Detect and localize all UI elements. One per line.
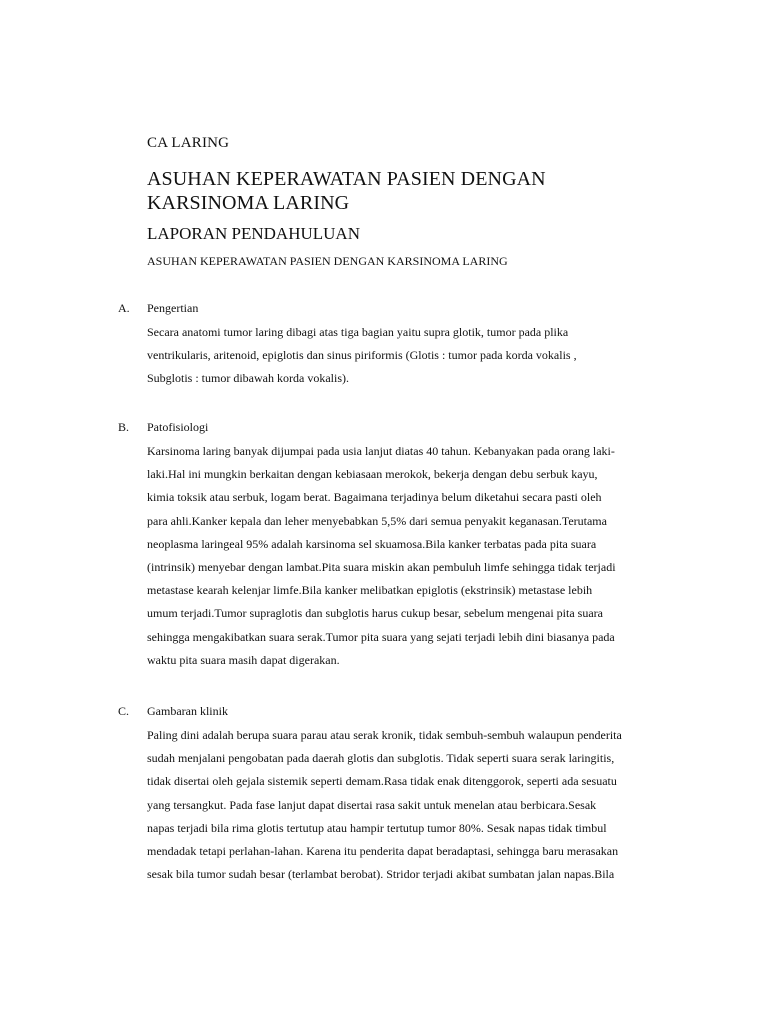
document-title	[147, 167, 707, 215]
paragraph-line: laki.Hal ini mungkin berkaitan dengan kebiasaan merokok, bekerja dengan debu serbuk kayu,	[147, 467, 598, 482]
paragraph-line: (intrinsik) menyebar dengan lambat.Pita suara miskin akan pembuluh limfe sehingga tidak terjadi	[147, 560, 616, 575]
section-body	[147, 440, 732, 672]
section-letter: B.	[118, 420, 130, 434]
paragraph-line: Karsinoma laring banyak dijumpai pada usia lanjut diatas 40 tahun. Kebanyakan pada orang laki-	[147, 444, 615, 458]
section-heading: Patofisiologi	[147, 420, 209, 434]
paragraph-line: waktu pita suara masih dapat digerakan.	[147, 652, 340, 667]
paragraph-line: sesak bila tumor sudah besar (terlambat berobat). Stridor terjadi akibat sumbatan jalan napas.Bila	[147, 867, 615, 882]
paragraph-line: Paling dini adalah berupa suara parau atau serak kronik, tidak sembuh-sembuh walaupun penderita	[147, 728, 622, 742]
title-line: KARSINOMA LARING	[147, 192, 350, 214]
paragraph-line: neoplasma laringeal 95% adalah karsinoma sel skuamosa.Bila kanker terbatas pada pita suara	[147, 536, 597, 551]
paragraph-line: umum terjadi.Tumor supraglotis dan subglotis harus cukup besar, sebelum mengenai pita suara	[147, 606, 603, 621]
title-line: ASUHAN KEPERAWATAN PASIEN DENGAN	[147, 168, 546, 190]
paragraph-line: para ahli.Kanker kepala dan leher menyebabkan 5,5% dari semua penyakit keganasan.Terutama	[147, 513, 607, 528]
section-letter: C.	[118, 704, 130, 718]
paragraph-line: kimia toksik atau serbuk, logam berat. Bagaimana terjadinya belum diketahui secara pasti oleh	[147, 490, 602, 505]
section-letter: A.	[118, 301, 130, 315]
paragraph-line: sudah menjalani pengobatan pada daerah glotis dan subglotis. Tidak seperti suara serak laringitis,	[147, 751, 615, 766]
paragraph-line: sehingga mengakibatkan suara serak.Tumor pita suara yang sejati terjadi lebih dini biasanya pada	[147, 629, 615, 644]
paragraph-line: tidak disertai oleh gejala sistemik seperti demam.Rasa tidak enak ditenggorok, seperti ada sesuatu	[147, 774, 617, 789]
section-heading: Gambaran klinik	[147, 704, 228, 718]
paragraph-line: mendadak tetapi perlahan-lahan. Karena itu penderita dapat beradaptasi, sehingga baru merasakan	[147, 844, 619, 859]
document-label: CA LARING	[147, 135, 230, 151]
section-heading: Pengertian	[147, 301, 199, 315]
document-subtitle-secondary: ASUHAN KEPERAWATAN PASIEN DENGAN KARSINOMA LARING	[147, 254, 508, 268]
paragraph-line: napas terjadi bila rima glotis tertutup atau hampir tertutup tumor 80%. Sesak napas tidak timbul	[147, 820, 607, 835]
paragraph-line: yang tersangkut. Pada fase lanjut dapat disertai rasa sakit untuk menelan atau berbicara.Sesak	[147, 797, 597, 812]
document-subtitle: LAPORAN PENDAHULUAN	[147, 224, 360, 243]
section-body	[147, 724, 732, 886]
paragraph-line: Subglotis : tumor dibawah korda vokalis).	[147, 371, 349, 386]
paragraph-line: Secara anatomi tumor laring dibagi atas tiga bagian yaitu supra glotik, tumor pada plika	[147, 325, 569, 339]
section-body	[147, 321, 732, 391]
paragraph-line: metastase kearah kelenjar limfe.Bila kanker melibatkan epiglotis (ekstrinsik) metastase lebih	[147, 583, 593, 598]
paragraph-line: ventrikularis, aritenoid, epiglotis dan sinus piriformis (Glotis : tumor pada korda vokalis ,	[147, 348, 577, 363]
